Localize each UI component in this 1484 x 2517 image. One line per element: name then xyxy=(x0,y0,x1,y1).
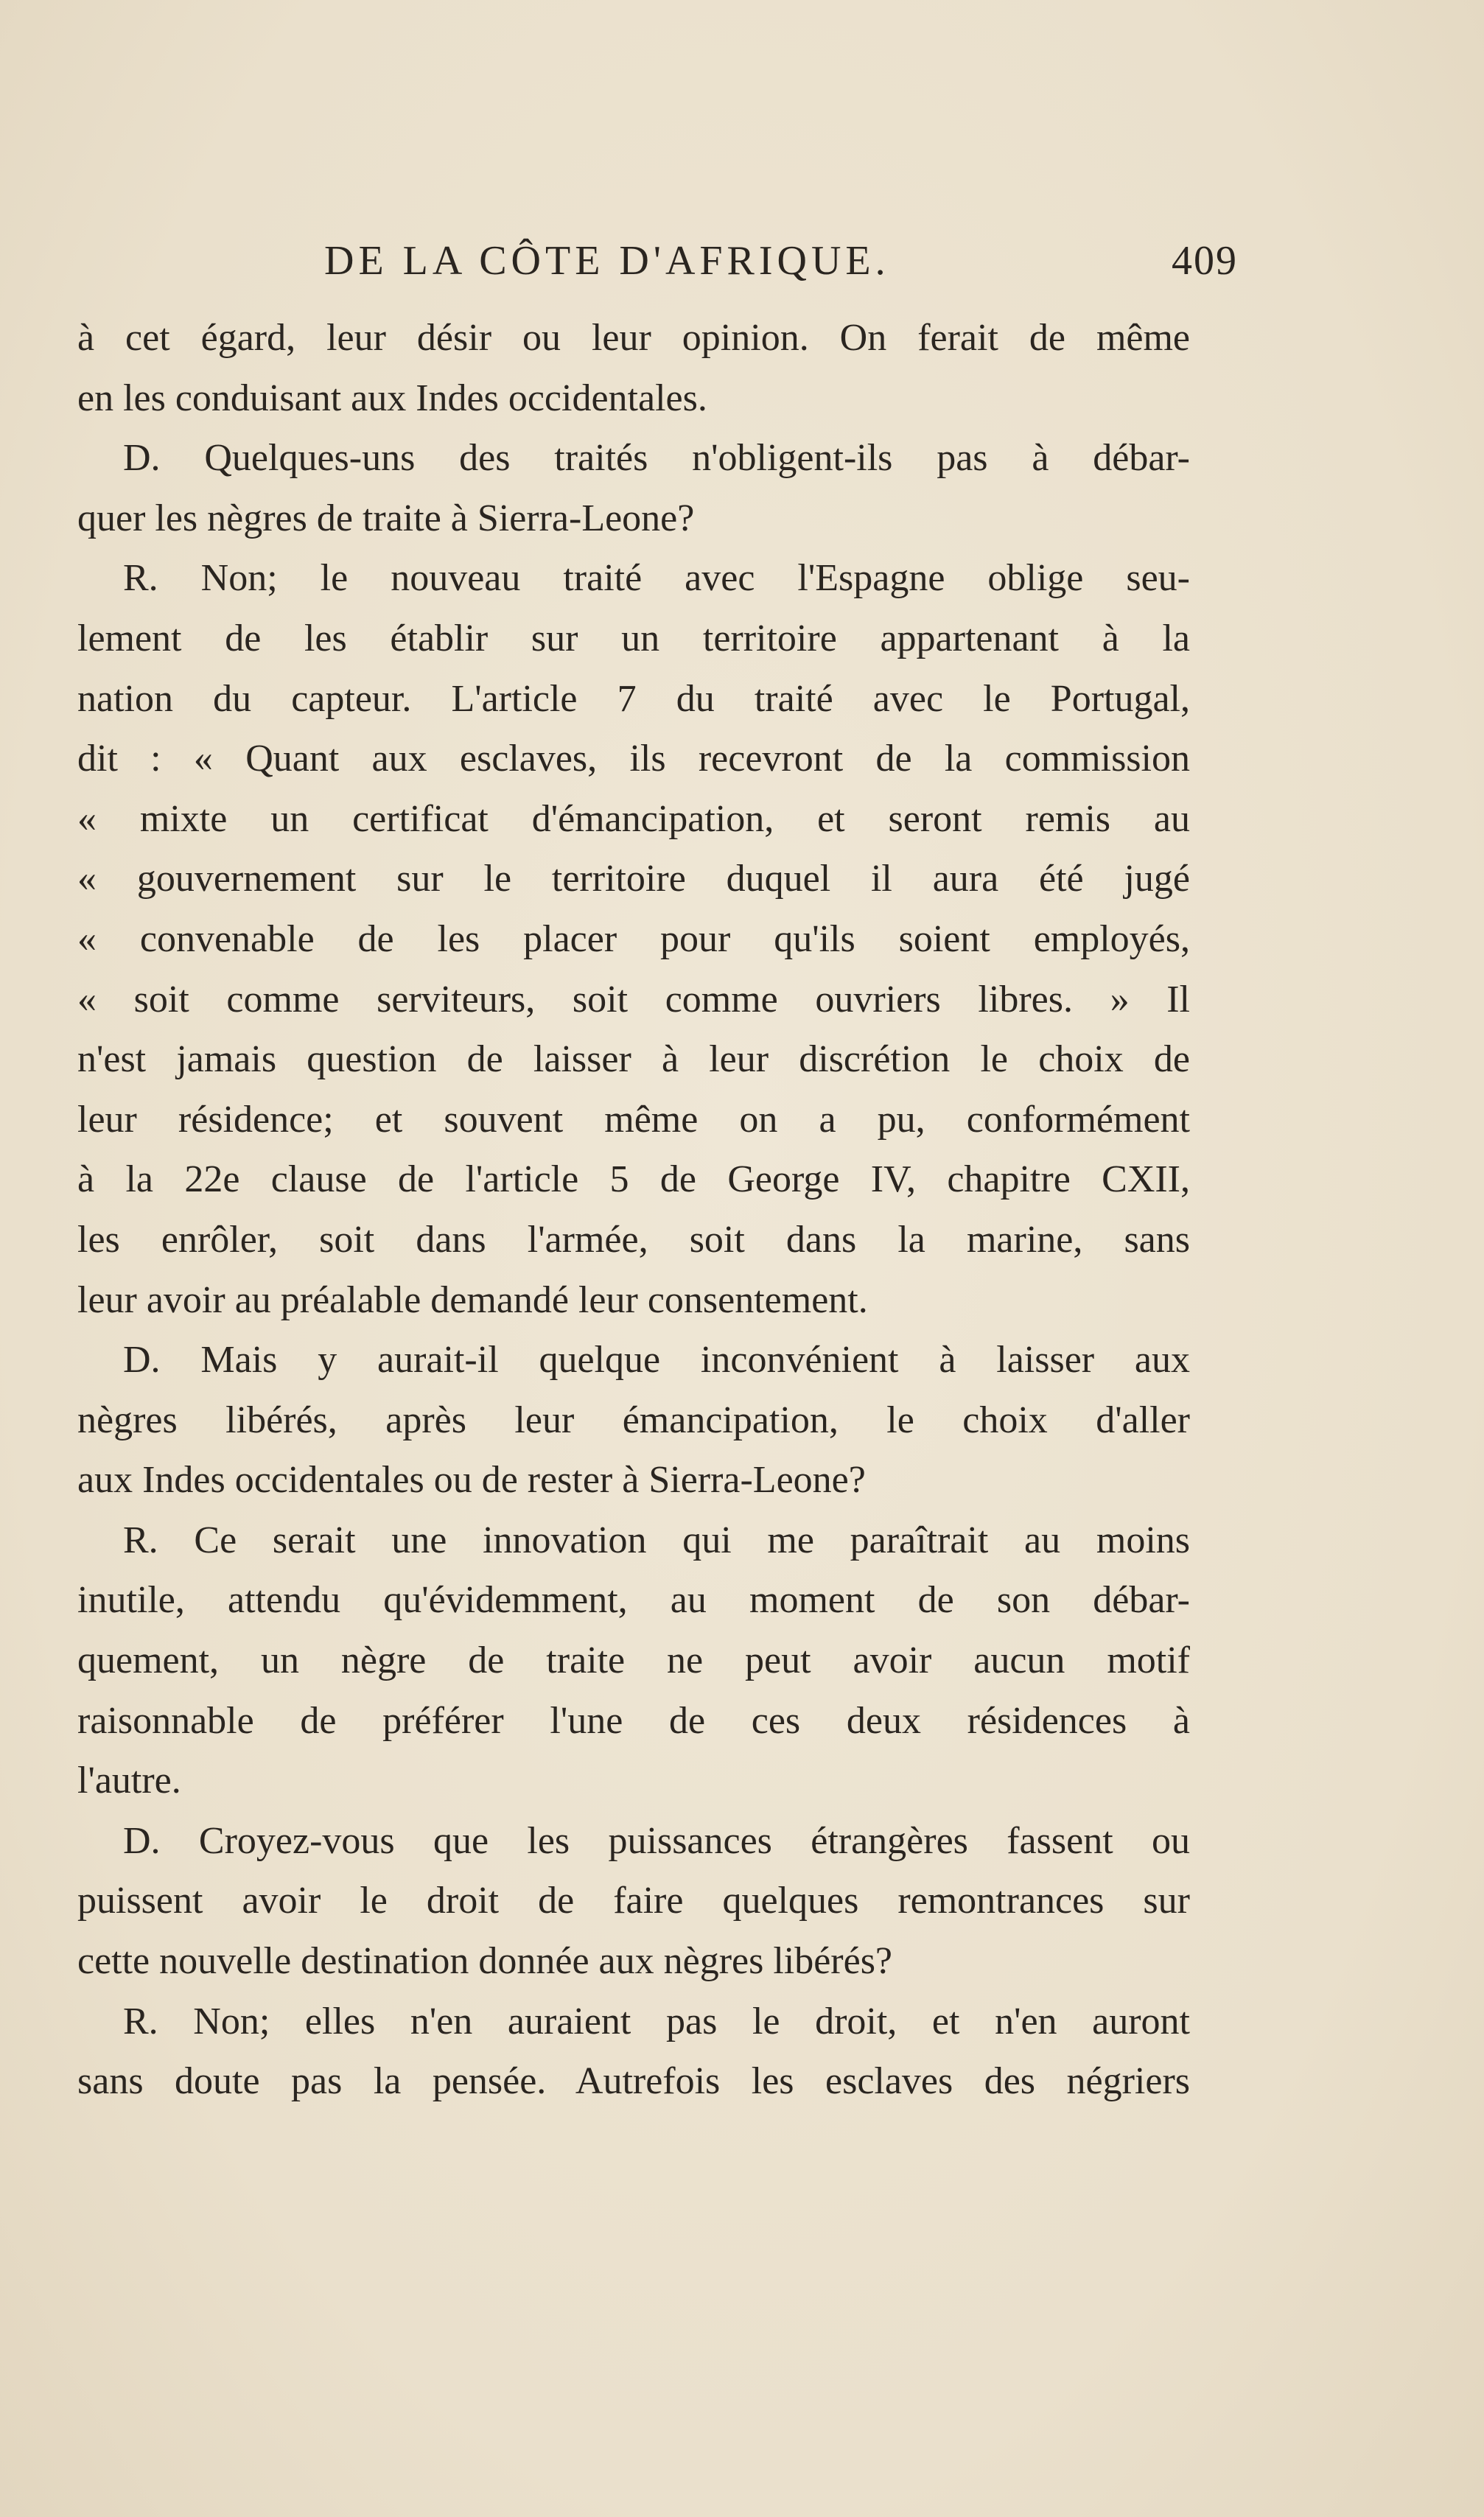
text-line: inutile, attendu qu'évidemment, au moment de son débar- xyxy=(77,1579,1190,1622)
text-line: quer les nègres de traite à Sierra-Leone? xyxy=(77,497,695,539)
text-line: puissent avoir le droit de faire quelques remontrances sur xyxy=(77,1880,1190,1922)
text-line: nègres libérés, après leur émancipation, le choix d'aller xyxy=(77,1398,1190,1441)
page-header xyxy=(324,237,1238,296)
text-line: « soit comme serviteurs, soit comme ouvriers libres. » Il xyxy=(77,978,1190,1021)
text-line: R. Non; le nouveau traité avec l'Espagne oblige seu- xyxy=(123,557,1190,600)
text-line: R. Non; elles n'en auraient pas le droit, et n'en auront xyxy=(123,2000,1190,2042)
text-line: D. Quelques-uns des traités n'obligent-ils pas à débar- xyxy=(123,437,1190,480)
text-line: quement, un nègre de traite ne peut avoir aucun motif xyxy=(77,1639,1190,1682)
text-line: à cet égard, leur désir ou leur opinion. On ferait de même xyxy=(77,317,1190,359)
text-line: lement de les établir sur un territoire appartenant à la xyxy=(77,617,1190,659)
text-line: dit : « Quant aux esclaves, ils recevront de la commission xyxy=(77,738,1190,780)
text-line: l'autre. xyxy=(77,1760,181,1802)
text-line: leur avoir au préalable demandé leur consentement. xyxy=(77,1278,868,1321)
text-line: leur résidence; et souvent même on a pu, conformément xyxy=(77,1098,1190,1141)
text-line: aux Indes occidentales ou de rester à Sierra-Leone? xyxy=(77,1459,866,1502)
text-line: nation du capteur. L'article 7 du traité avec le Portugal, xyxy=(77,677,1190,720)
text-line: R. Ce serait une innovation qui me paraîtrait au moins xyxy=(123,1519,1190,1561)
text-line: en les conduisant aux Indes occidentales. xyxy=(77,377,707,419)
text-line: D. Croyez-vous que les puissances étrangères fassent ou xyxy=(123,1819,1190,1862)
text-line: raisonnable de préférer l'une de ces deux résidences à xyxy=(77,1699,1190,1742)
page-number: 409 xyxy=(1172,238,1238,284)
text-line: « gouvernement sur le territoire duquel il aura été jugé xyxy=(77,858,1190,900)
body-text xyxy=(77,308,1190,2112)
text-line: n'est jamais question de laisser à leur discrétion le choix de xyxy=(77,1038,1190,1081)
text-line: sans doute pas la pensée. Autrefois les esclaves des négriers xyxy=(77,2060,1190,2103)
text-line: cette nouvelle destination donnée aux nègres libérés? xyxy=(77,1940,893,1983)
text-line: les enrôler, soit dans l'armée, soit dans la marine, sans xyxy=(77,1218,1190,1261)
text-line: D. Mais y aurait-il quelque inconvénient à laisser aux xyxy=(123,1339,1190,1382)
text-line: « mixte un certificat d'émancipation, et seront remis au xyxy=(77,797,1190,840)
text-line: « convenable de les placer pour qu'ils soient employés, xyxy=(77,917,1190,960)
text-line: à la 22e clause de l'article 5 de George IV, chapitre CXII, xyxy=(77,1158,1190,1201)
running-title: DE LA CÔTE D'AFRIQUE. xyxy=(324,238,890,284)
